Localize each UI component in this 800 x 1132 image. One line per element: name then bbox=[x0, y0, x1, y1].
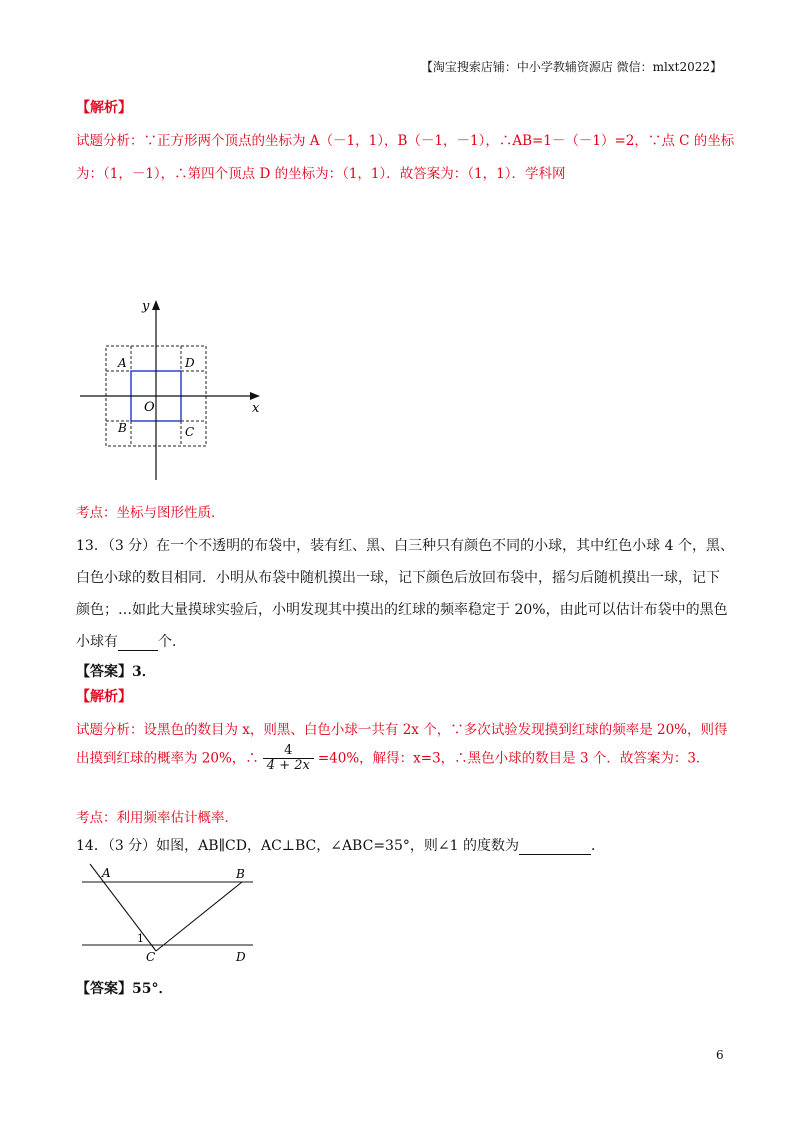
label-d: D bbox=[185, 356, 195, 370]
page-number: 6 bbox=[716, 1048, 724, 1062]
label-c-2: C bbox=[146, 950, 156, 964]
label-x: x bbox=[252, 401, 260, 416]
q13-line4 bbox=[76, 631, 186, 651]
q13-analysis-line2 bbox=[76, 744, 709, 774]
q13-answer-blank bbox=[118, 634, 158, 651]
q13-kaodian: 考点：利用频率估计概率． bbox=[76, 810, 238, 826]
label-origin: O bbox=[144, 400, 155, 415]
q13-analysis-line1: 试题分析：设黑色的数目为 x，则黑、白色小球一共有 2x 个，∵多次试验发现摸到红球的频率是 20%，则得 bbox=[76, 722, 728, 738]
label-b-2: B bbox=[236, 867, 245, 881]
probability-fraction bbox=[263, 744, 314, 774]
q13-line4-before: 小球有 bbox=[76, 634, 118, 650]
q13-line1: 13．（3 分）在一个不透明的布袋中，装有红、黑、白三种只有颜色不同的小球，其中红色小球 4 个，黑、 bbox=[76, 538, 734, 554]
q12-analysis-line1: 试题分析：∵正方形两个顶点的坐标为 A（－1，1），B（－1，－1），∴AB=1－（－1）=2，∵点 C 的坐标 bbox=[76, 133, 735, 149]
label-d-2: D bbox=[236, 950, 246, 964]
label-c: C bbox=[185, 425, 195, 439]
y-axis-arrow-icon bbox=[152, 300, 160, 310]
q14-line1 bbox=[76, 835, 605, 855]
q13-analysis-line2-after: =40%，解得：x=3，∴黑色小球的数目是 3 个．故答案为：3． bbox=[317, 750, 710, 767]
q13-line4-after: 个． bbox=[158, 634, 186, 650]
x-axis-arrow-icon bbox=[250, 392, 260, 400]
q13-analysis-line2-before: 出摸到红球的概率为 20%，∴ bbox=[76, 750, 259, 767]
label-a-2: A bbox=[102, 866, 111, 880]
line-ac bbox=[90, 864, 156, 951]
fraction-denominator: 4 + 2x bbox=[266, 758, 310, 774]
page-header: 【淘宝搜索店铺：中小学教辅资源店 微信：mlxt2022】 bbox=[420, 60, 722, 74]
q14-line1-before: 14．（3 分）如图，AB∥CD，AC⊥BC，∠ABC=35°，则∠1 的度数为 bbox=[76, 838, 519, 854]
coordinate-square-figure bbox=[70, 290, 280, 490]
q12-jiexi-label: 【解析】 bbox=[76, 100, 132, 116]
q13-answer: 【答案】3． bbox=[76, 664, 156, 680]
label-b: B bbox=[118, 421, 127, 435]
q14-line1-after: ． bbox=[590, 838, 605, 854]
q13-line3: 颜色；…如此大量摸球实验后，小明发现其中摸出的红球的频率稳定于 20%，由此可以估计布袋中的黑色 bbox=[76, 602, 728, 618]
label-y: y bbox=[142, 299, 150, 314]
fraction-numerator: 4 bbox=[263, 744, 314, 759]
label-angle-1: 1 bbox=[137, 932, 144, 945]
q13-line2: 白色小球的数目相同．小明从布袋中随机摸出一球，记下颜色后放回布袋中，摇匀后随机摸出一球，记下 bbox=[76, 570, 720, 586]
line-bc bbox=[156, 882, 242, 951]
q12-analysis-line2: 为：（1，－1），∴第四个顶点 D 的坐标为：（1，1）．故答案为：（1，1）．学科网 bbox=[76, 166, 566, 182]
label-a: A bbox=[118, 356, 127, 370]
q13-jiexi-label: 【解析】 bbox=[76, 689, 132, 705]
q14-answer: 【答案】55°． bbox=[76, 981, 173, 997]
q14-answer-blank bbox=[519, 838, 591, 855]
q12-kaodian: 考点：坐标与图形性质． bbox=[76, 505, 225, 521]
parallel-lines-figure bbox=[70, 862, 270, 967]
